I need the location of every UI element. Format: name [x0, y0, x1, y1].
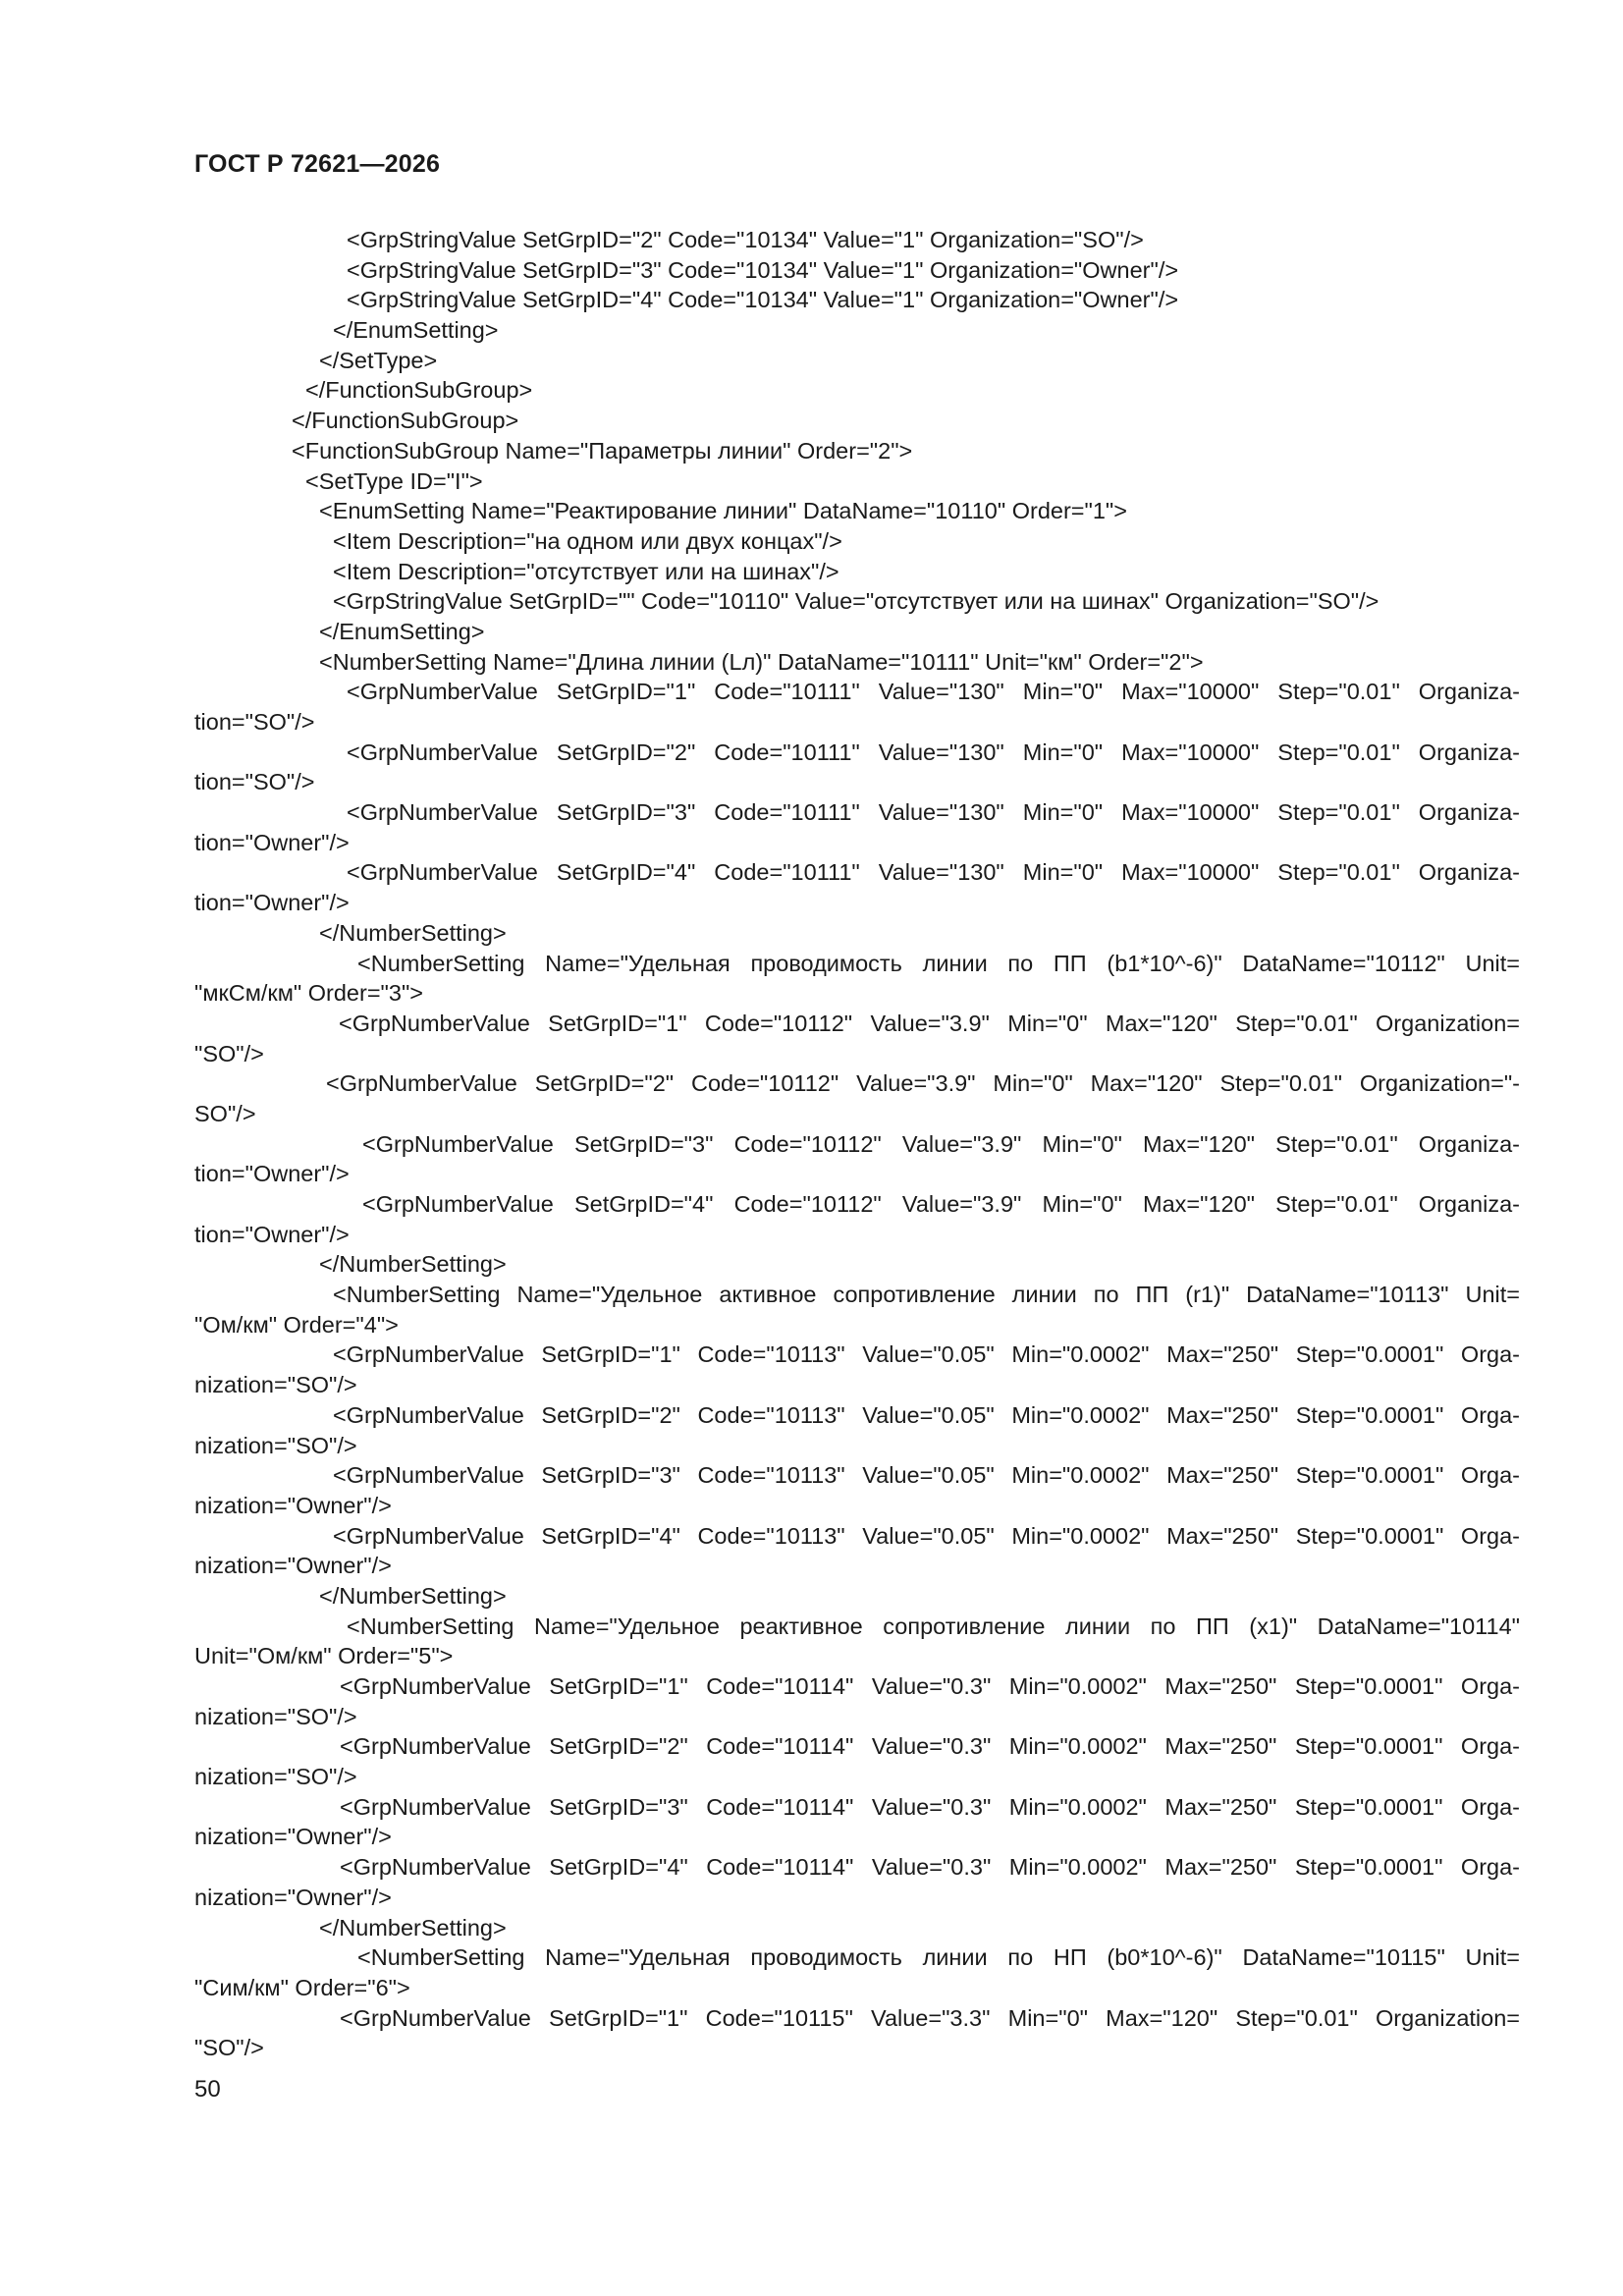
code-line: <GrpNumberValue SetGrpID="2" Code="10114" Value="0.3" Min="0.0002" Max="250" Step="0.0001" Orga- — [340, 1733, 1520, 1760]
code-line: <GrpNumberValue SetGrpID="2" Code="10112" Value="3.9" Min="0" Max="120" Step="0.01" Organization="- — [326, 1070, 1520, 1097]
code-line: nization="Owner"/> — [194, 1553, 392, 1579]
code-line: <GrpNumberValue SetGrpID="4" Code="10113" Value="0.05" Min="0.0002" Max="250" Step="0.0001" Orga- — [333, 1522, 1520, 1549]
code-line: tion="Owner"/> — [194, 1161, 350, 1187]
code-line: tion="SO"/> — [194, 709, 315, 735]
code-line: "Ом/км" Order="4"> — [194, 1311, 399, 1338]
code-line: </FunctionSubGroup> — [292, 408, 519, 434]
code-line: <GrpNumberValue SetGrpID="3" Code="10113" Value="0.05" Min="0.0002" Max="250" Step="0.0001" Orga- — [333, 1462, 1520, 1489]
code-line: "мкСм/км" Order="3"> — [194, 980, 424, 1007]
code-line: </NumberSetting> — [319, 1914, 507, 1941]
code-line: <EnumSetting Name="Реактирование линии" DataName="10110" Order="1"> — [319, 498, 1127, 524]
code-line: <GrpStringValue SetGrpID="" Code="10110" Value="отсутствует или на шинах" Organization="SO"/> — [333, 588, 1380, 615]
code-line: <GrpNumberValue SetGrpID="3" Code="10112" Value="3.9" Min="0" Max="120" Step="0.01" Organiza- — [362, 1130, 1520, 1157]
code-line: <NumberSetting Name="Удельное реактивное сопротивление линии по ПП (x1)" DataName="10114" — [347, 1613, 1520, 1639]
code-line: <GrpNumberValue SetGrpID="4" Code="10111" Value="130" Min="0" Max="10000" Step="0.01" Organiza- — [347, 859, 1520, 886]
code-line: nization="Owner"/> — [194, 1884, 392, 1910]
code-line: </EnumSetting> — [333, 317, 499, 344]
code-line: nization="SO"/> — [194, 1432, 357, 1458]
code-line: <GrpNumberValue SetGrpID="1" Code="10114" Value="0.3" Min="0.0002" Max="250" Step="0.0001" Orga- — [340, 1673, 1520, 1699]
code-line: <GrpNumberValue SetGrpID="1" Code="10115" Value="3.3" Min="0" Max="120" Step="0.01" Organization= — [340, 2004, 1520, 2031]
code-line: <NumberSetting Name="Удельное активное сопротивление линии по ПП (r1)" DataName="10113" Unit= — [333, 1282, 1520, 1308]
code-line: <GrpNumberValue SetGrpID="1" Code="10113" Value="0.05" Min="0.0002" Max="250" Step="0.0001" Orga- — [333, 1341, 1520, 1368]
code-line: <GrpNumberValue SetGrpID="3" Code="10111" Value="130" Min="0" Max="10000" Step="0.01" Organiza- — [347, 799, 1520, 826]
code-line: <SetType ID="I"> — [305, 467, 483, 494]
code-line: Unit="Ом/км" Order="5"> — [194, 1643, 454, 1669]
code-line: <GrpNumberValue SetGrpID="3" Code="10114" Value="0.3" Min="0.0002" Max="250" Step="0.0001" Orga- — [340, 1793, 1520, 1820]
code-line: </NumberSetting> — [319, 1582, 507, 1609]
code-line: <GrpNumberValue SetGrpID="1" Code="10111" Value="130" Min="0" Max="10000" Step="0.01" Organiza- — [347, 679, 1520, 705]
code-line: <Item Description="на одном или двух концах"/> — [333, 527, 842, 554]
code-line: </SetType> — [319, 347, 438, 373]
code-line: nization="SO"/> — [194, 1703, 357, 1729]
code-line: tion="Owner"/> — [194, 1221, 350, 1247]
code-line: tion="SO"/> — [194, 769, 315, 795]
code-line: <GrpNumberValue SetGrpID="2" Code="10111" Value="130" Min="0" Max="10000" Step="0.01" Organiza- — [347, 738, 1520, 765]
code-line: "SO"/> — [194, 1040, 264, 1066]
code-line: <GrpNumberValue SetGrpID="2" Code="10113" Value="0.05" Min="0.0002" Max="250" Step="0.0001" Orga- — [333, 1401, 1520, 1428]
code-line: "Сим/км" Order="6"> — [194, 1974, 410, 2000]
code-line: </FunctionSubGroup> — [305, 377, 533, 404]
code-line: </EnumSetting> — [319, 618, 485, 644]
code-line: </NumberSetting> — [319, 1251, 507, 1278]
code-line: <GrpStringValue SetGrpID="3" Code="10134" Value="1" Organization="Owner"/> — [347, 256, 1179, 283]
code-line: <Item Description="отсутствует или на шинах"/> — [333, 558, 839, 584]
code-line: <NumberSetting Name="Удельная проводимость линии по ПП (b1*10^-6)" DataName="10112" Unit= — [357, 950, 1520, 976]
code-line: tion="Owner"/> — [194, 829, 350, 855]
code-line: SO"/> — [194, 1100, 256, 1126]
page-number: 50 — [194, 2076, 221, 2103]
code-line: <NumberSetting Name="Длина линии (Lл)" DataName="10111" Unit="км" Order="2"> — [319, 648, 1204, 675]
code-line: <GrpNumberValue SetGrpID="4" Code="10114" Value="0.3" Min="0.0002" Max="250" Step="0.0001" Orga- — [340, 1854, 1520, 1881]
code-listing — [194, 225, 1520, 2063]
code-line: nization="SO"/> — [194, 1764, 357, 1790]
code-line: <GrpStringValue SetGrpID="4" Code="10134" Value="1" Organization="Owner"/> — [347, 287, 1179, 313]
code-line: nization="SO"/> — [194, 1372, 357, 1398]
code-line: "SO"/> — [194, 2035, 264, 2061]
code-line: nization="Owner"/> — [194, 1824, 392, 1850]
code-line: <FunctionSubGroup Name="Параметры линии" Order="2"> — [292, 437, 913, 464]
code-line: <GrpNumberValue SetGrpID="4" Code="10112" Value="3.9" Min="0" Max="120" Step="0.01" Organiza- — [362, 1191, 1520, 1217]
code-line: <NumberSetting Name="Удельная проводимость линии по НП (b0*10^-6)" DataName="10115" Unit= — [357, 1944, 1520, 1971]
code-line: nization="Owner"/> — [194, 1492, 392, 1518]
code-line: tion="Owner"/> — [194, 890, 350, 916]
code-line: <GrpStringValue SetGrpID="2" Code="10134" Value="1" Organization="SO"/> — [347, 227, 1144, 252]
code-line: </NumberSetting> — [319, 919, 507, 946]
code-line: <GrpNumberValue SetGrpID="1" Code="10112" Value="3.9" Min="0" Max="120" Step="0.01" Organization= — [339, 1010, 1520, 1036]
document-header: ГОСТ Р 72621—2026 — [194, 150, 441, 178]
